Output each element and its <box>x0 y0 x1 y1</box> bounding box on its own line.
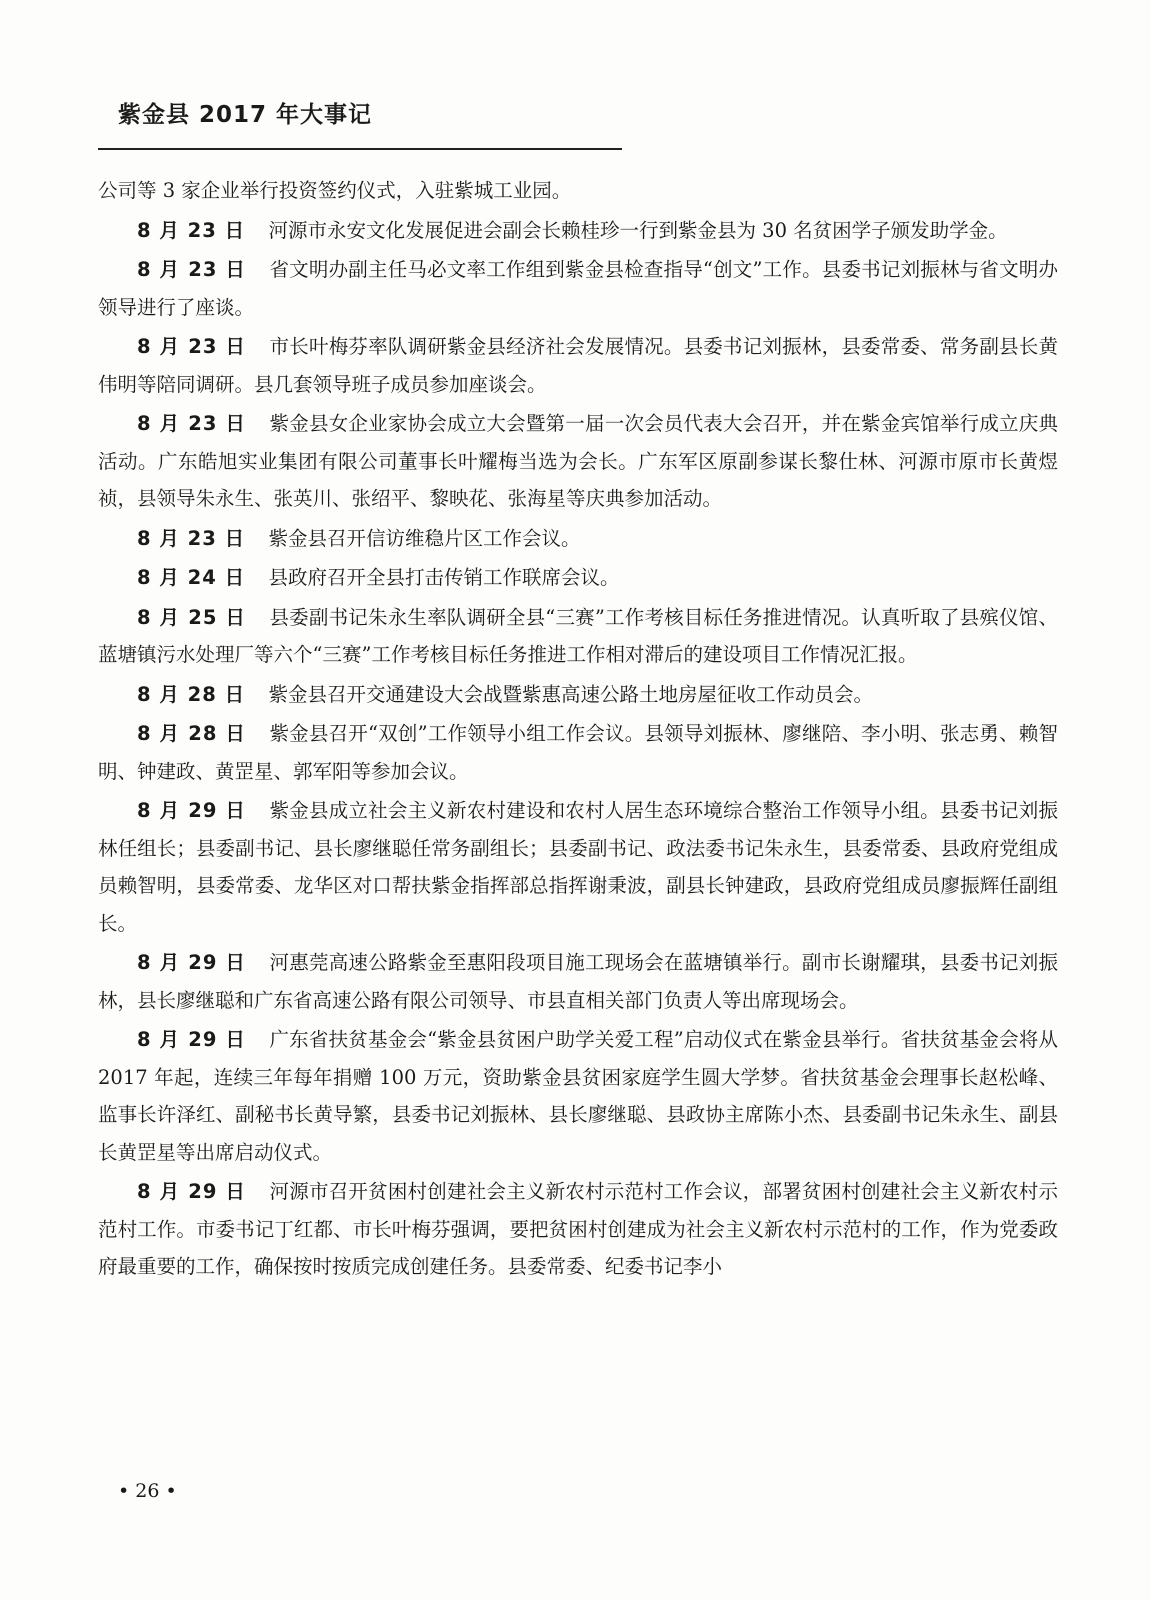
entry-date: 8 月 29 日 <box>137 799 247 822</box>
entry-paragraph <box>98 1021 1058 1171</box>
entry-date: 8 月 29 日 <box>137 1028 247 1051</box>
entry-text: 县政府召开全县打击传销工作联席会议。 <box>268 566 620 589</box>
entry-paragraph <box>98 520 1058 558</box>
entry-text: 河源市永安文化发展促进会副会长赖桂珍一行到紫金县为 30 名贫困学子颁发助学金。 <box>268 218 1008 242</box>
entry-text: 紫金县召开“双创”工作领导小组工作会议。县领导刘振林、廖继陪、李小明、张志勇、赖智明、钟建政、黄罡星、郭军阳等参加会议。 <box>98 722 1058 783</box>
entry-text: 市长叶梅芬率队调研紫金县经济社会发展情况。县委书记刘振林，县委常委、常务副县长黄伟明等陪同调研。县几套领导班子成员参加座谈会。 <box>98 335 1058 396</box>
entry-text: 省文明办副主任马必文率工作组到紫金县检查指导“创文”工作。县委书记刘振林与省文明办领导进行了座谈。 <box>98 258 1058 319</box>
entry-date: 8 月 25 日 <box>137 605 247 629</box>
entry-paragraph <box>98 405 1058 518</box>
entry-text: 紫金县召开信访维稳片区工作会议。 <box>268 526 581 550</box>
entry-date: 8 月 24 日 <box>137 566 246 589</box>
entry-paragraph <box>98 715 1058 790</box>
entry-paragraph <box>98 944 1058 1019</box>
page-number: • 26 • <box>118 1480 177 1502</box>
entry-date: 8 月 23 日 <box>137 335 247 358</box>
entry-text: 县委副书记朱永生率队调研全县“三赛”工作考核目标任务推进情况。认真听取了县殡仪馆、蓝塘镇污水处理厂等六个“三赛”工作考核目标任务推进工作相对滞后的建设项目工作情况汇报。 <box>98 605 1058 666</box>
entry-text: 公司等 3 家企业举行投资签约仪式，入驻紫城工业园。 <box>98 179 572 202</box>
entry-text: 河惠莞高速公路紫金至惠阳段项目施工现场会在蓝塘镇举行。副市长谢耀琪，县委书记刘振林，县长廖继聪和广东省高速公路有限公司领导、市县直相关部门负责人等出席现场会。 <box>98 951 1058 1012</box>
entry-paragraph <box>98 1173 1058 1286</box>
entry-date: 8 月 23 日 <box>137 526 246 550</box>
header-rule <box>98 148 622 150</box>
entry-date: 8 月 23 日 <box>137 412 247 435</box>
entry-date: 8 月 23 日 <box>137 218 246 242</box>
entry-date: 8 月 29 日 <box>137 951 247 974</box>
running-title: 紫金县 2017 年大事记 <box>118 102 373 128</box>
entry-text: 广东省扶贫基金会“紫金县贫困户助学关爱工程”启动仪式在紫金县举行。省扶贫基金会将从 2017 年起，连续三年每年捐赠 100 万元，资助紫金县贫困家庭学生圆大学梦。省扶贫基金会理事长赵松峰、监事长许泽红、副秘书长黄导繁，县委书记刘振林、县长廖继聪、县政协主席陈小杰、县委副书记朱永生、副县长黄罡星等出席启动仪式。 <box>98 1028 1058 1164</box>
entry-date: 8 月 29 日 <box>137 1180 247 1203</box>
entry-paragraph <box>98 172 1058 210</box>
body-text <box>98 172 1058 1288</box>
entry-paragraph <box>98 328 1058 403</box>
entry-paragraph <box>98 792 1058 942</box>
entry-paragraph <box>98 559 1058 597</box>
entry-date: 8 月 23 日 <box>137 258 247 281</box>
entry-paragraph <box>98 212 1058 250</box>
entry-date: 8 月 28 日 <box>137 722 247 745</box>
entry-paragraph <box>98 251 1058 326</box>
entry-date: 8 月 28 日 <box>137 682 246 706</box>
entry-paragraph <box>98 676 1058 714</box>
entry-paragraph <box>98 599 1058 674</box>
entry-text: 紫金县成立社会主义新农村建设和农村人居生态环境综合整治工作领导小组。县委书记刘振林任组长；县委副书记、县长廖继聪任常务副组长；县委副书记、政法委书记朱永生，县委常委、县政府党组成员赖智明，县委常委、龙华区对口帮扶紫金指挥部总指挥谢秉波，副县长钟建政，县政府党组成员廖振辉任副组长。 <box>98 799 1058 935</box>
entry-text: 紫金县召开交通建设大会战暨紫惠高速公路土地房屋征收工作动员会。 <box>268 682 873 706</box>
entry-text: 紫金县女企业家协会成立大会暨第一届一次会员代表大会召开，并在紫金宾馆举行成立庆典活动。广东皓旭实业集团有限公司董事长叶耀梅当选为会长。广东军区原副参谋长黎仕林、河源市原市长黄煜祯，县领导朱永生、张英川、张绍平、黎映花、张海星等庆典参加活动。 <box>98 412 1058 510</box>
entry-text: 河源市召开贫困村创建社会主义新农村示范村工作会议，部署贫困村创建社会主义新农村示范村工作。市委书记丁红都、市长叶梅芬强调，要把贫困村创建成为社会主义新农村示范村的工作，作为党委政府最重要的工作，确保按时按质完成创建任务。县委常委、纪委书记李小 <box>98 1180 1058 1278</box>
